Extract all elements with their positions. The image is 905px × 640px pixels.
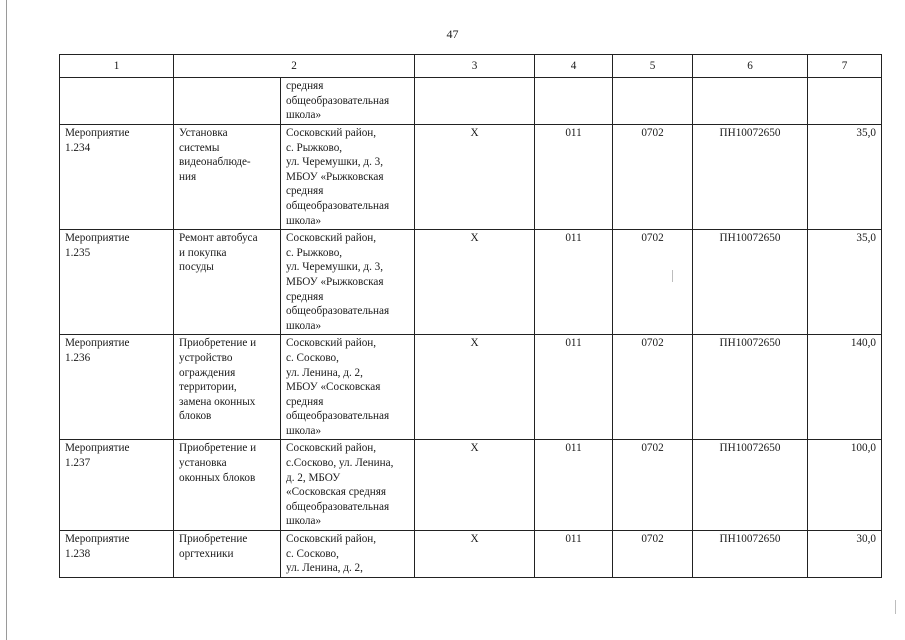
- address-cell: Сосковский район, с. Сосково, ул. Ленина, д. 2,: [281, 531, 415, 578]
- table-row: [60, 125, 882, 230]
- col3-cell: Х: [415, 125, 535, 230]
- col6-cell: ПН10072650: [693, 125, 808, 230]
- header-cell: 5: [613, 55, 693, 78]
- measure-name-cell: Приобретение оргтехники: [174, 531, 281, 578]
- table-row: [60, 78, 882, 125]
- table-row: [60, 531, 882, 578]
- col4-cell: 011: [535, 125, 613, 230]
- measure-id-cell: Мероприятие 1.235: [60, 230, 174, 335]
- col4-cell: 011: [535, 440, 613, 531]
- amount-cell: 35,0: [808, 125, 882, 230]
- table-row: [60, 440, 882, 531]
- col3-cell: Х: [415, 335, 535, 440]
- table-header-row: [60, 55, 882, 78]
- scan-speck: [895, 600, 896, 614]
- col6-cell: ПН10072650: [693, 335, 808, 440]
- table-row: [60, 335, 882, 440]
- address-cell: средняя общеобразовательная школа»: [281, 78, 415, 125]
- col3-cell: Х: [415, 531, 535, 578]
- header-cell: 2: [174, 55, 415, 78]
- table-row: [60, 230, 882, 335]
- amount-cell: 35,0: [808, 230, 882, 335]
- col6-cell: ПН10072650: [693, 440, 808, 531]
- header-cell: 7: [808, 55, 882, 78]
- measure-name-cell: [174, 78, 281, 125]
- header-cell: 3: [415, 55, 535, 78]
- col5-cell: 0702: [613, 335, 693, 440]
- measure-id-cell: Мероприятие 1.238: [60, 531, 174, 578]
- header-cell: 6: [693, 55, 808, 78]
- measure-name-cell: Ремонт автобуса и покупка посуды: [174, 230, 281, 335]
- address-cell: Сосковский район, с. Рыжково, ул. Черемушки, д. 3, МБОУ «Рыжковская средняя общеобразовательная школа»: [281, 125, 415, 230]
- col5-cell: 0702: [613, 230, 693, 335]
- measure-id-cell: Мероприятие 1.236: [60, 335, 174, 440]
- col5-cell: 0702: [613, 440, 693, 531]
- col4-cell: [535, 78, 613, 125]
- col3-cell: Х: [415, 230, 535, 335]
- col5-cell: [613, 78, 693, 125]
- col4-cell: 011: [535, 335, 613, 440]
- address-cell: Сосковский район, с. Рыжково, ул. Черемушки, д. 3, МБОУ «Рыжковская средняя общеобразовательная школа»: [281, 230, 415, 335]
- col3-cell: Х: [415, 440, 535, 531]
- col5-cell: 0702: [613, 125, 693, 230]
- amount-cell: 100,0: [808, 440, 882, 531]
- page-edge-line: [6, 0, 7, 640]
- measure-name-cell: Приобретение и установка оконных блоков: [174, 440, 281, 531]
- measure-id-cell: Мероприятие 1.234: [60, 125, 174, 230]
- address-cell: Сосковский район, с.Сосково, ул. Ленина, д. 2, МБОУ «Сосковская средняя общеобразовательная школа»: [281, 440, 415, 531]
- col4-cell: 011: [535, 230, 613, 335]
- header-cell: 4: [535, 55, 613, 78]
- page-number: 47: [446, 27, 459, 41]
- measure-id-cell: Мероприятие 1.237: [60, 440, 174, 531]
- measure-id-cell: [60, 78, 174, 125]
- col5-cell: 0702: [613, 531, 693, 578]
- amount-cell: [808, 78, 882, 125]
- col4-cell: 011: [535, 531, 613, 578]
- col3-cell: [415, 78, 535, 125]
- address-cell: Сосковский район, с. Сосково, ул. Ленина, д. 2, МБОУ «Сосковская средняя общеобразовательная школа»: [281, 335, 415, 440]
- col6-cell: ПН10072650: [693, 230, 808, 335]
- budget-table: [59, 54, 882, 578]
- col6-cell: ПН10072650: [693, 531, 808, 578]
- measure-name-cell: Установка системы видеонаблюде- ния: [174, 125, 281, 230]
- measure-name-cell: Приобретение и устройство ограждения территории, замена оконных блоков: [174, 335, 281, 440]
- header-cell: 1: [60, 55, 174, 78]
- amount-cell: 30,0: [808, 531, 882, 578]
- col6-cell: [693, 78, 808, 125]
- amount-cell: 140,0: [808, 335, 882, 440]
